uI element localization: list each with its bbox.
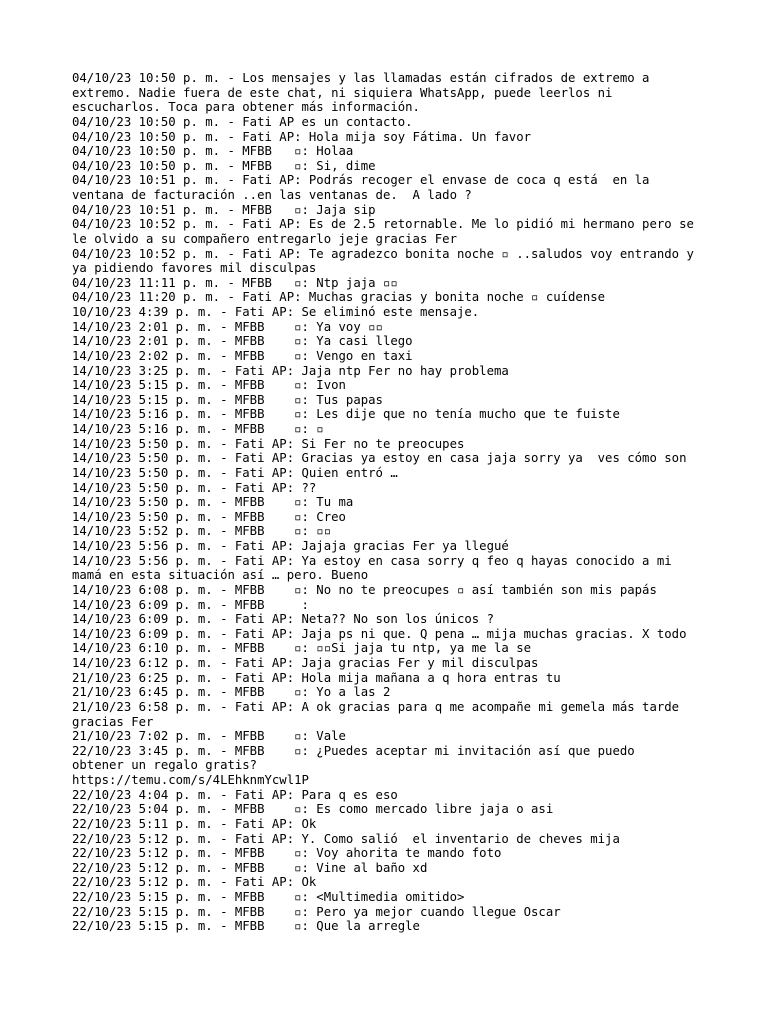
transcript-line: 04/10/23 10:50 p. m. - MFBB ▫: Holaa — [72, 144, 354, 159]
transcript-line: 04/10/23 11:11 p. m. - MFBB ▫: Ntp jaja ▫▫ — [72, 275, 398, 290]
transcript-line: 04/10/23 10:51 p. m. - Fati AP: Podrás recoger el envase de coca q está en la — [72, 173, 650, 188]
transcript-line: 10/10/23 4:39 p. m. - Fati AP: Se eliminó este mensaje. — [72, 305, 480, 319]
transcript-line: 14/10/23 5:56 p. m. - Fati AP: Jajaja gracias Fer ya llegué — [72, 539, 509, 553]
transcript-line: le olvido a su compañero entregarlo jeje gracias Fer — [72, 231, 457, 246]
transcript-line: https://temu.com/s/4LEhknmYcwl1P — [72, 773, 309, 787]
transcript-line: 21/10/23 6:58 p. m. - Fati AP: A ok gracias para q me acompañe mi gemela más tarde — [72, 699, 680, 714]
transcript-line: 14/10/23 6:09 p. m. - Fati AP: Neta?? No son los únicos ? — [72, 612, 494, 627]
transcript-line: 21/10/23 6:45 p. m. - MFBB ▫: Yo a las 2 — [72, 685, 391, 700]
transcript-line: 14/10/23 5:56 p. m. - Fati AP: Ya estoy en casa sorry q feo q hayas conocido a mi — [72, 553, 672, 568]
chat-transcript — [72, 71, 702, 934]
transcript-line: 14/10/23 5:50 p. m. - Fati AP: Gracias ya estoy en casa jaja sorry ya ves cómo son — [72, 451, 687, 466]
transcript-line: 22/10/23 5:15 p. m. - MFBB ▫: Pero ya mejor cuando llegue Oscar — [72, 904, 561, 919]
transcript-line: 22/10/23 3:45 p. m. - MFBB ▫: ¿Puedes aceptar mi invitación así que puedo — [72, 743, 635, 758]
transcript-line: 22/10/23 5:12 p. m. - MFBB ▫: Voy ahorita te mando foto — [72, 846, 502, 861]
transcript-line: 04/10/23 10:51 p. m. - MFBB ▫: Jaja sip — [72, 202, 376, 217]
transcript-line: 14/10/23 5:50 p. m. - Fati AP: Si Fer no te preocupes — [72, 436, 465, 451]
transcript-line: escucharlos. Toca para obtener más información. — [72, 100, 420, 115]
transcript-line: 14/10/23 5:15 p. m. - MFBB ▫: Tus papas — [72, 392, 383, 407]
transcript-line: 21/10/23 7:02 p. m. - MFBB ▫: Vale — [72, 729, 346, 744]
transcript-line: 22/10/23 5:12 p. m. - Fati AP: Ok — [72, 875, 317, 890]
transcript-line: gracias Fer — [72, 714, 154, 729]
transcript-line: 14/10/23 5:15 p. m. - MFBB ▫: Ivon — [72, 378, 346, 393]
transcript-line: 14/10/23 5:50 p. m. - Fati AP: Quien entró … — [72, 465, 398, 480]
transcript-line: 14/10/23 6:09 p. m. - Fati AP: Jaja ps ni que. Q pena … mija muchas gracias. X todo — [72, 626, 687, 641]
transcript-line: 22/10/23 5:11 p. m. - Fati AP: Ok — [72, 816, 317, 831]
transcript-line: 14/10/23 3:25 p. m. - Fati AP: Jaja ntp Fer no hay problema — [72, 363, 509, 378]
transcript-line: 14/10/23 6:12 p. m. - Fati AP: Jaja gracias Fer y mil disculpas — [72, 656, 539, 670]
transcript-line: 22/10/23 5:12 p. m. - MFBB ▫: Vine al baño xd — [72, 860, 428, 875]
transcript-line: 22/10/23 5:15 p. m. - MFBB ▫: <Multimedia omitido> — [72, 890, 465, 904]
transcript-line: 14/10/23 2:02 p. m. - MFBB ▫: Vengo en taxi — [72, 348, 413, 363]
transcript-line: 14/10/23 2:01 p. m. - MFBB ▫: Ya casi llego — [72, 334, 413, 349]
transcript-line: 14/10/23 6:08 p. m. - MFBB ▫: No no te preocupes ▫ así también son mis papás — [72, 582, 657, 597]
transcript-line: 04/10/23 10:50 p. m. - Fati AP: Hola mija soy Fátima. Un favor — [72, 129, 532, 144]
transcript-line: 14/10/23 5:16 p. m. - MFBB ▫: Les dije que no tenía mucho que te fuiste — [72, 407, 620, 422]
transcript-line: 04/10/23 10:50 p. m. - MFBB ▫: Si, dime — [72, 158, 376, 173]
transcript-line: 14/10/23 5:50 p. m. - MFBB ▫: Tu ma — [72, 495, 354, 510]
transcript-line: 04/10/23 10:50 p. m. - Los mensajes y las llamadas están cifrados de extremo a — [72, 71, 650, 85]
transcript-line: 14/10/23 5:50 p. m. - Fati AP: ?? — [72, 480, 317, 495]
transcript-line: 21/10/23 6:25 p. m. - Fati AP: Hola mija mañana a q hora entras tu — [72, 670, 561, 685]
transcript-line: 22/10/23 4:04 p. m. - Fati AP: Para q es eso — [72, 787, 398, 802]
transcript-line: obtener un regalo gratis? — [72, 758, 258, 773]
transcript-line: ya pidiendo favores mil disculpas — [72, 261, 317, 276]
transcript-line: 14/10/23 5:50 p. m. - MFBB ▫: Creo — [72, 509, 346, 524]
transcript-line: 14/10/23 5:52 p. m. - MFBB ▫: ▫▫ — [72, 524, 332, 539]
transcript-line: 22/10/23 5:04 p. m. - MFBB ▫: Es como mercado libre jaja o asi — [72, 802, 554, 817]
transcript-line: 14/10/23 6:09 p. m. - MFBB : — [72, 597, 309, 612]
transcript-line: 14/10/23 5:16 p. m. - MFBB ▫: ▫ — [72, 422, 324, 436]
transcript-line: 14/10/23 6:10 p. m. - MFBB ▫: ▫▫Si jaja tu ntp, ya me la se — [72, 641, 532, 656]
transcript-line: ventana de facturación ..en las ventanas de. A lado ? — [72, 188, 472, 202]
transcript-line: mamá en esta situación así … pero. Bueno — [72, 568, 369, 583]
transcript-line: 04/10/23 10:50 p. m. - Fati AP es un contacto. — [72, 114, 413, 129]
transcript-line: 04/10/23 10:52 p. m. - Fati AP: Es de 2.5 retornable. Me lo pidió mi hermano pero se — [72, 217, 694, 232]
transcript-line: 04/10/23 10:52 p. m. - Fati AP: Te agradezco bonita noche ▫ ..saludos voy entrando y — [72, 246, 694, 261]
transcript-line: 04/10/23 11:20 p. m. - Fati AP: Muchas gracias y bonita noche ▫ cuídense — [72, 290, 606, 305]
transcript-line: 14/10/23 2:01 p. m. - MFBB ▫: Ya voy ▫▫ — [72, 319, 383, 334]
transcript-line: extremo. Nadie fuera de este chat, ni siquiera WhatsApp, puede leerlos ni — [72, 85, 613, 100]
transcript-line: 22/10/23 5:15 p. m. - MFBB ▫: Que la arregle — [72, 919, 420, 934]
transcript-line: 22/10/23 5:12 p. m. - Fati AP: Y. Como salió el inventario de cheves mija — [72, 831, 620, 846]
